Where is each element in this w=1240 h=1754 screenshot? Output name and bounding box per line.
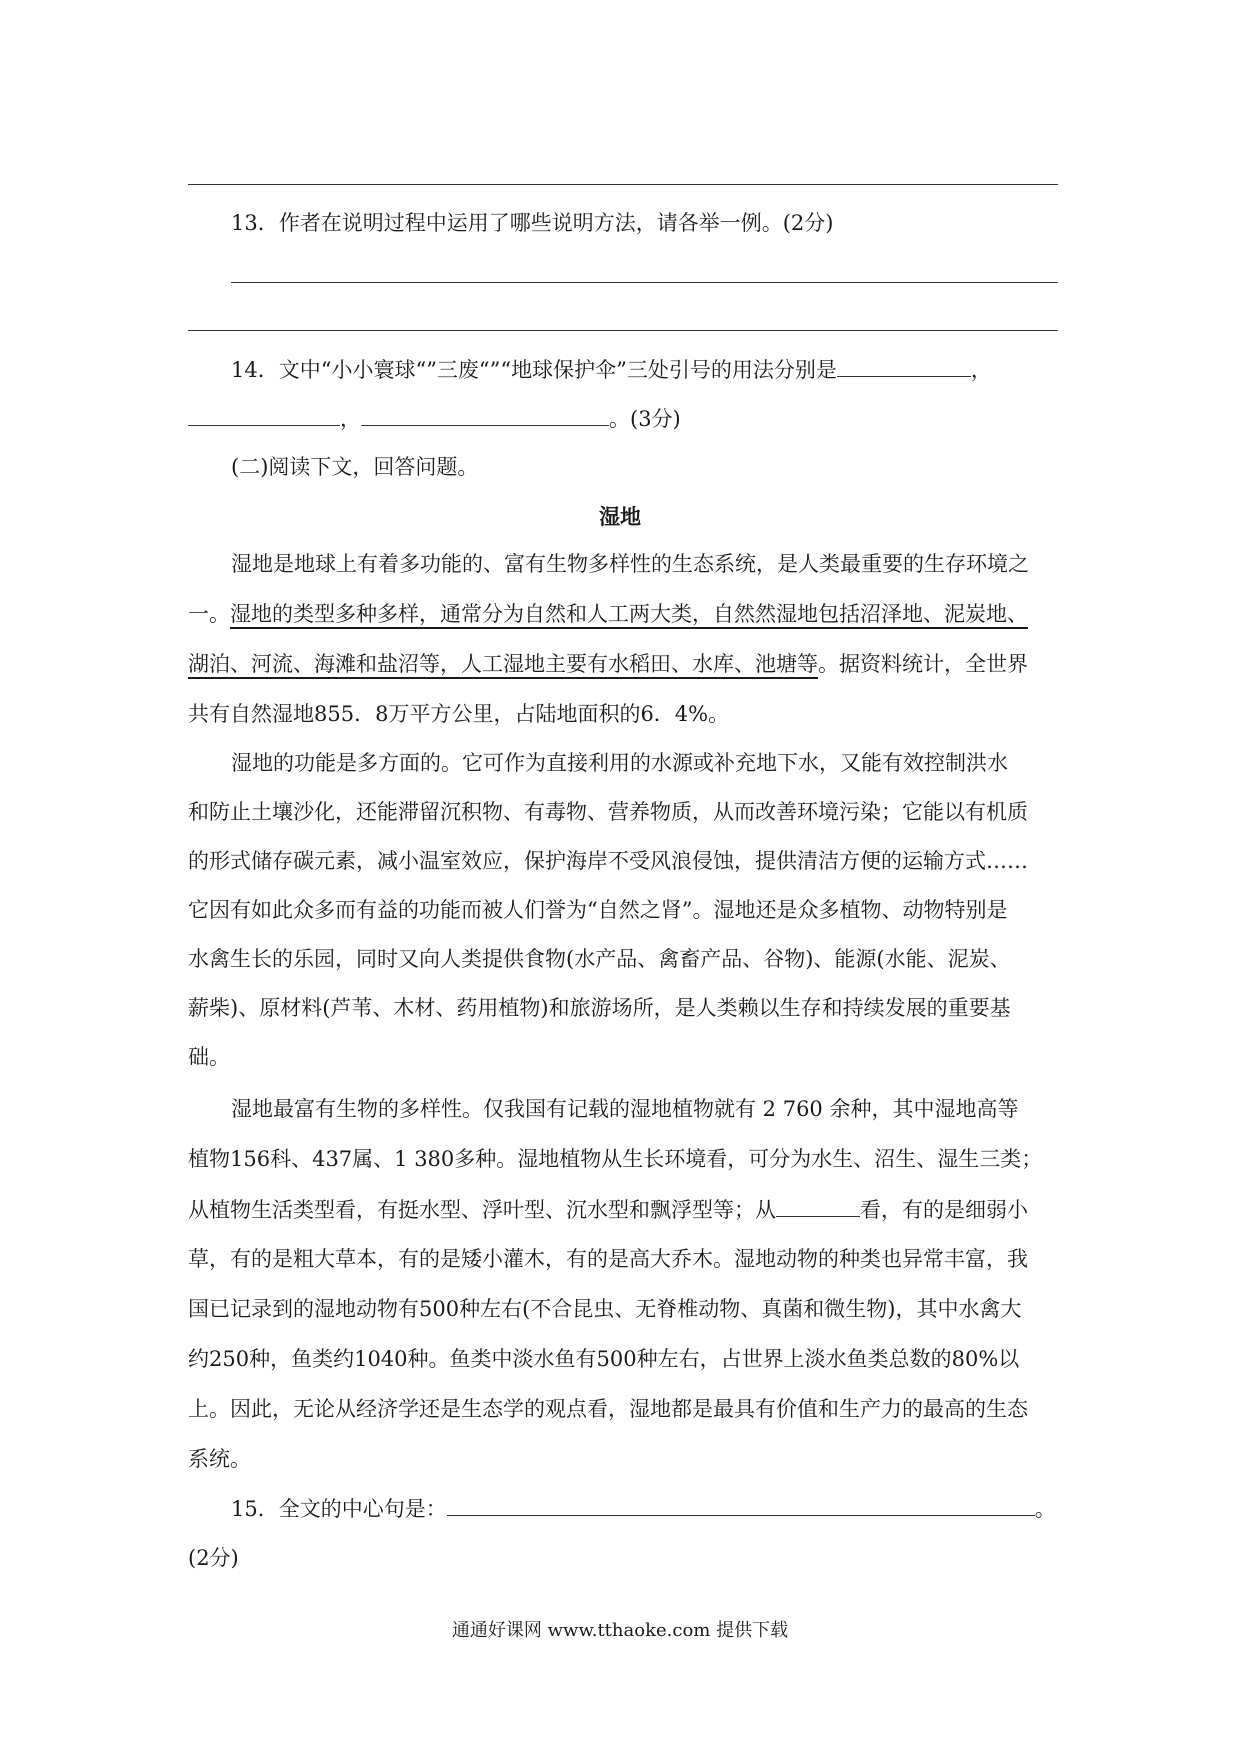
paragraph-1-line: 共有自然湿地855．8万平方公里，占陆地面积的6．4%。: [188, 702, 730, 726]
paragraph-2-line: 薪柴)、原材料(芦苇、木材、药用植物)和旅游场所，是人类赖以生存和持续发展的重要基: [188, 996, 1011, 1020]
paragraph-2-line: 础。: [188, 1045, 230, 1069]
q13-answer-line-1[interactable]: [231, 282, 1058, 283]
q14-blank-1[interactable]: [837, 354, 971, 377]
paragraph-3-line: 上。因此，无论从经济学还是生态学的观点看，湿地都是最具有价值和生产力的最高的生态: [188, 1397, 1028, 1421]
paragraph-3-line: 植物156科、437属、1 380多种。湿地植物从生长环境看，可分为水生、沼生、湿生三类；: [188, 1147, 1043, 1171]
footer-credit: 通通好课网 www.tthaoke.com 提供下载: [451, 1620, 789, 1641]
paragraph-1-line: 湖泊、河流、海滩和盐沼等，人工湿地主要有水稻田、水库、池塘等。据资料统计，全世界: [188, 652, 1028, 676]
q15-end: 。: [1034, 1497, 1056, 1521]
question-14-cont: [188, 403, 1058, 434]
paragraph-3-line: 约250种，鱼类约1040种。鱼类中淡水鱼有500种左右，占世界上淡水鱼类总数的80%以: [188, 1347, 1020, 1371]
q13-answer-line-2[interactable]: [188, 330, 1058, 331]
underlined-sentence: 湿地的类型多种多样，通常分为自然和人工两大类，自然然湿地包括沼泽地、泥炭地、: [230, 602, 1028, 626]
paragraph-3-line: 系统。: [188, 1447, 251, 1471]
paragraph-3-line: 草，有的是粗大草本，有的是矮小灌木，有的是高大乔木。湿地动物的种类也异常丰富，我: [188, 1247, 1028, 1271]
underlined-sentence: 湖泊、河流、海滩和盐沼等，人工湿地主要有水稻田、水库、池塘等: [188, 652, 818, 676]
q14-blank-2[interactable]: [188, 403, 340, 426]
fill-in-blank[interactable]: [776, 1194, 860, 1217]
q15-answer-blank[interactable]: [447, 1493, 1035, 1516]
paragraph-3-line: 从植物生活类型看，有挺水型、浮叶型、沉水型和飘浮型等；从 看，有的是细弱小: [188, 1194, 1058, 1225]
paragraph-2-line: 它因有如此众多而有益的功能而被人们誉为“自然之肾”。湿地还是众多植物、动物特别是: [188, 898, 1008, 922]
q14-comma: ，: [340, 407, 361, 431]
paragraph-3-line: 国已记录到的湿地动物有500种左右(不合昆虫、无脊椎动物、真菌和微生物)，其中水禽大: [188, 1297, 1022, 1321]
question-13: 13．作者在说明过程中运用了哪些说明方法，请各举一例。(2分): [231, 211, 834, 235]
q15-score: (2分): [188, 1546, 239, 1570]
q14-comma: ，: [970, 358, 992, 382]
q14-end: 。(3分): [609, 407, 681, 431]
paragraph-3-line: 湿地最富有生物的多样性。仅我国有记载的湿地植物就有 2 760 余种，其中湿地高等: [231, 1097, 1019, 1121]
top-divider: [188, 184, 1058, 185]
paragraph-1-line: 湿地是地球上有着多功能的、富有生物多样性的生态系统，是人类最重要的生存环境之: [231, 552, 1029, 576]
q15-text: 15．全文的中心句是：: [231, 1497, 447, 1521]
paragraph-2-line: 的形式储存碳元素，减小温室效应，保护海岸不受风浪侵蚀，提供清洁方便的运输方式……: [188, 849, 1028, 873]
section-heading: (二)阅读下文，回答问题。: [231, 455, 479, 479]
question-15: [231, 1493, 1058, 1524]
paragraph-2-line: 和防止土壤沙化，还能滞留沉积物、有毒物、营养物质，从而改善环境污染；它能以有机质: [188, 800, 1028, 824]
q14-text: 14．文中“小小寰球“”三废“”“地球保护伞”三处引号的用法分别是: [231, 358, 837, 382]
paragraph-2-line: 水禽生长的乐园，同时又向人类提供食物(水产品、禽畜产品、谷物)、能源(水能、泥炭、: [188, 947, 1011, 971]
q14-blank-3[interactable]: [361, 403, 609, 426]
article-title: 湿地: [599, 504, 641, 529]
paragraph-2-line: 湿地的功能是多方面的。它可作为直接利用的水源或补充地下水，又能有效控制洪水: [231, 751, 1008, 775]
paragraph-1-line: 一。湿地的类型多种多样，通常分为自然和人工两大类，自然然湿地包括沼泽地、泥炭地、: [188, 602, 1028, 626]
question-14: [231, 354, 1058, 385]
